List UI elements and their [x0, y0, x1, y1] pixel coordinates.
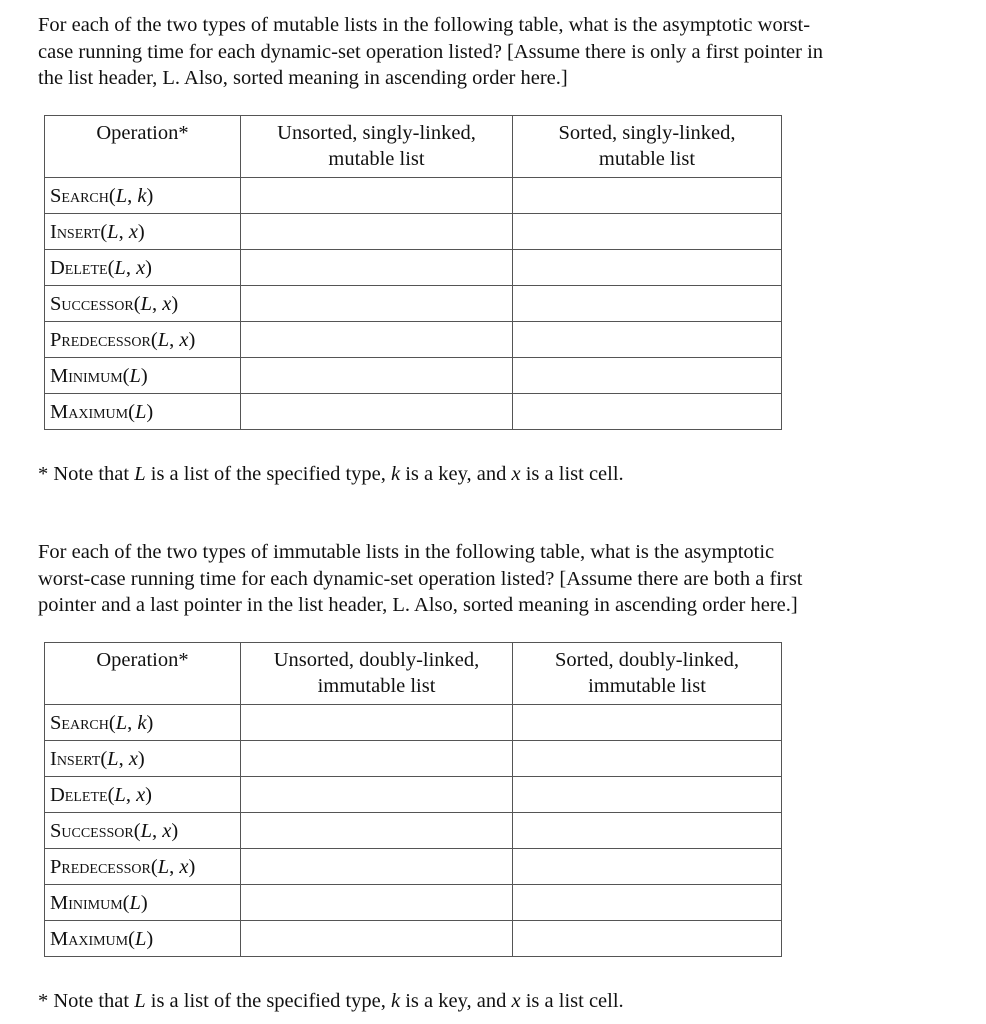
- table-row: [45, 849, 782, 885]
- table-row: [45, 921, 782, 957]
- operation-args: (L): [128, 927, 154, 950]
- operation-args: (L, k): [108, 184, 154, 207]
- operation-args: (L, x): [150, 328, 196, 351]
- operation-args: (L, x): [100, 747, 145, 770]
- table-row: [45, 777, 782, 813]
- question-1-line-1: For each of the two types of mutable lists in the following table, what is the asymptotic worst-: [38, 14, 811, 36]
- operation-name: Predecessor: [50, 328, 151, 351]
- answer-cell-sorted[interactable]: [513, 813, 782, 849]
- operation-name: Successor: [50, 819, 134, 842]
- operation-name: Delete: [50, 783, 108, 806]
- question-1-line-2: case running time for each dynamic-set operation listed? [Assume there is only a first pointer in: [38, 40, 824, 63]
- question-2-line-1: For each of the two types of immutable lists in the following table, what is the asymptotic: [38, 541, 775, 563]
- answer-cell-sorted[interactable]: [513, 777, 782, 813]
- unsorted-doubly-linked-header: Unsorted, doubly-linked, immutable list: [241, 643, 513, 705]
- table-header-row: [45, 643, 782, 705]
- table-row: [45, 741, 782, 777]
- table-row: [45, 250, 782, 286]
- table-row: [45, 178, 782, 214]
- answer-cell-unsorted[interactable]: [241, 741, 513, 777]
- table-row: [45, 813, 782, 849]
- table-row: [45, 394, 782, 430]
- operation-args: (L, x): [107, 256, 152, 279]
- answer-cell-unsorted[interactable]: [241, 394, 513, 430]
- note-2: * Note that L is a list of the specified type, k is a key, and x is a list cell.: [38, 990, 624, 1012]
- answer-cell-sorted[interactable]: [513, 885, 782, 921]
- operation-name-cell: [45, 849, 241, 885]
- table-row: [45, 286, 782, 322]
- operation-args: (L, x): [150, 855, 196, 878]
- unsorted-singly-linked-header: Unsorted, singly-linked, mutable list: [241, 116, 513, 178]
- operation-name-cell: [45, 394, 241, 430]
- answer-cell-sorted[interactable]: [513, 250, 782, 286]
- operation-args: (L, x): [133, 292, 179, 315]
- answer-cell-unsorted[interactable]: [241, 849, 513, 885]
- sorted-doubly-linked-header: Sorted, doubly-linked, immutable list: [513, 643, 782, 705]
- operation-name: Predecessor: [50, 855, 151, 878]
- operation-args: (L): [128, 400, 154, 423]
- operation-name-cell: [45, 178, 241, 214]
- operation-name-cell: [45, 921, 241, 957]
- operation-name: Minimum: [50, 891, 123, 914]
- sorted-singly-linked-header: Sorted, singly-linked, mutable list: [513, 116, 782, 178]
- operation-name-cell: [45, 214, 241, 250]
- question-2-text: [38, 539, 938, 619]
- answer-cell-unsorted[interactable]: [241, 322, 513, 358]
- operation-name-cell: [45, 741, 241, 777]
- operation-name-cell: [45, 358, 241, 394]
- operation-args: (L): [122, 364, 148, 387]
- question-2-line-2: worst-case running time for each dynamic-set operation listed? [Assume there are both a first: [38, 567, 803, 590]
- operation-header: Operation*: [45, 116, 241, 178]
- table-row: [45, 214, 782, 250]
- answer-cell-sorted[interactable]: [513, 322, 782, 358]
- answer-cell-unsorted[interactable]: [241, 178, 513, 214]
- operation-name-cell: [45, 286, 241, 322]
- table-1-body: [45, 178, 782, 430]
- operation-name: Maximum: [50, 927, 129, 950]
- answer-cell-sorted[interactable]: [513, 286, 782, 322]
- answer-cell-unsorted[interactable]: [241, 358, 513, 394]
- answer-cell-unsorted[interactable]: [241, 214, 513, 250]
- operation-args: (L, x): [133, 819, 179, 842]
- operation-header: Operation*: [45, 643, 241, 705]
- operation-name-cell: [45, 813, 241, 849]
- table-row: [45, 322, 782, 358]
- table-row: [45, 358, 782, 394]
- operation-name: Insert: [50, 747, 101, 770]
- answer-cell-sorted[interactable]: [513, 849, 782, 885]
- answer-cell-unsorted[interactable]: [241, 813, 513, 849]
- answer-cell-sorted[interactable]: [513, 921, 782, 957]
- operation-args: (L, x): [107, 783, 152, 806]
- answer-cell-unsorted[interactable]: [241, 777, 513, 813]
- operation-name: Search: [50, 184, 109, 207]
- operation-name: Delete: [50, 256, 108, 279]
- operation-name: Maximum: [50, 400, 129, 423]
- table-row: [45, 705, 782, 741]
- operation-args: (L): [122, 891, 148, 914]
- question-2-line-3: pointer and a last pointer in the list header, L. Also, sorted meaning in ascending order here.]: [38, 594, 798, 616]
- operation-args: (L, k): [108, 711, 154, 734]
- answer-cell-unsorted[interactable]: [241, 286, 513, 322]
- operation-name: Insert: [50, 220, 101, 243]
- answer-cell-unsorted[interactable]: [241, 705, 513, 741]
- answer-cell-sorted[interactable]: [513, 358, 782, 394]
- mutable-lists-table: [44, 115, 782, 430]
- operation-name-cell: [45, 250, 241, 286]
- immutable-lists-table: [44, 642, 782, 957]
- table-2-body: [45, 705, 782, 957]
- operation-name-cell: [45, 777, 241, 813]
- answer-cell-unsorted[interactable]: [241, 885, 513, 921]
- operation-name-cell: [45, 322, 241, 358]
- answer-cell-sorted[interactable]: [513, 741, 782, 777]
- operation-name: Search: [50, 711, 109, 734]
- answer-cell-sorted[interactable]: [513, 394, 782, 430]
- answer-cell-sorted[interactable]: [513, 178, 782, 214]
- answer-cell-unsorted[interactable]: [241, 250, 513, 286]
- table-row: [45, 885, 782, 921]
- operation-name: Successor: [50, 292, 134, 315]
- question-1-line-3: the list header, L. Also, sorted meaning in ascending order here.]: [38, 67, 568, 89]
- answer-cell-sorted[interactable]: [513, 705, 782, 741]
- answer-cell-unsorted[interactable]: [241, 921, 513, 957]
- operation-name-cell: [45, 705, 241, 741]
- operation-name-cell: [45, 885, 241, 921]
- answer-cell-sorted[interactable]: [513, 214, 782, 250]
- operation-name: Minimum: [50, 364, 123, 387]
- operation-args: (L, x): [100, 220, 145, 243]
- note-1: * Note that L is a list of the specified type, k is a key, and x is a list cell.: [38, 463, 624, 485]
- question-1-text: [38, 12, 938, 92]
- table-header-row: [45, 116, 782, 178]
